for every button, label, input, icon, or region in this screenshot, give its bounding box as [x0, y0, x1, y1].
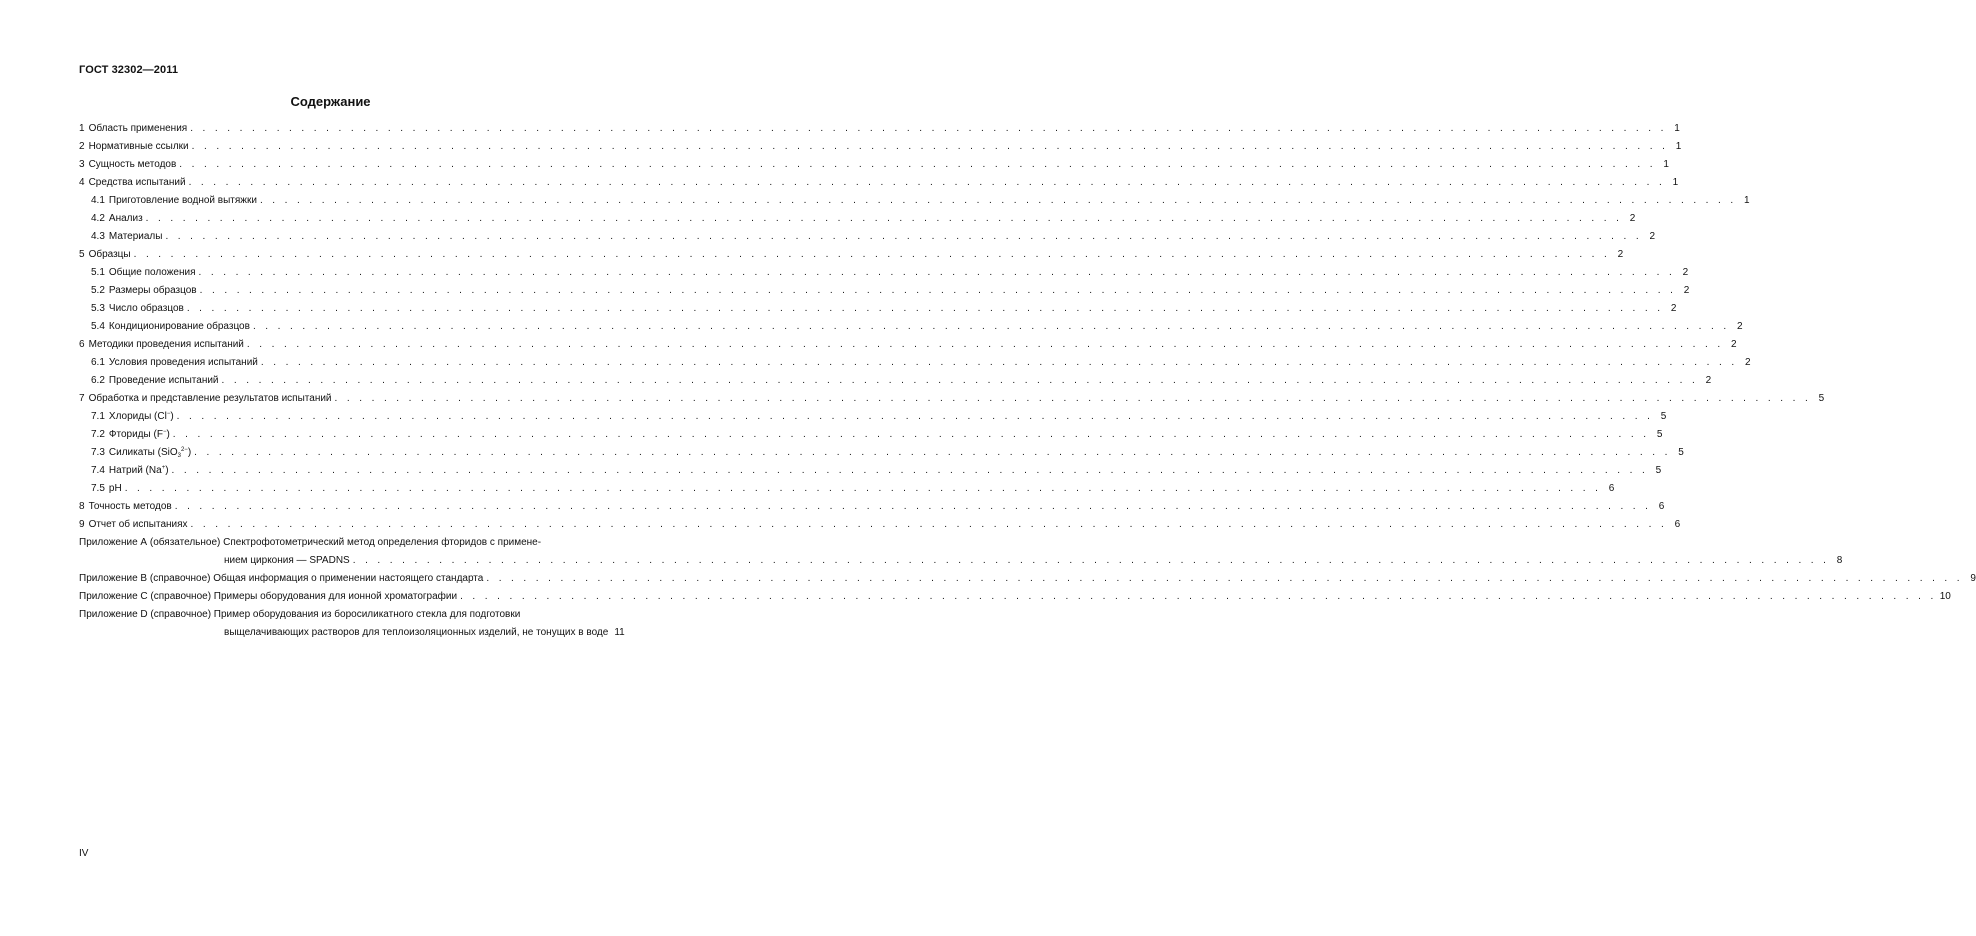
- toc-entry-text-tail: ): [170, 411, 174, 422]
- toc-entry[interactable]: [79, 318, 1743, 336]
- dot-leader: . . . . . . . . . . . . . . . . . . . . . . . . . . . . . . . . . . . . . . . . . . . . . . . . . . . . . . . . . . . . . . . . . . . . . . . . . . . . . . . . . . . . . . . . . . . . . . . . . . . . . . . . . . . . . . . . . . . . . . . .: [172, 429, 1650, 440]
- toc-entry-number: 2: [79, 141, 85, 152]
- toc-entry-number: 6: [79, 339, 85, 350]
- toc-entry[interactable]: [79, 624, 625, 642]
- toc-entry[interactable]: [79, 264, 1689, 282]
- toc-entry-text: Натрий (Na: [108, 465, 162, 476]
- toc-entry-page: 2: [1649, 231, 1656, 242]
- toc-entry-label: [79, 588, 457, 606]
- toc-entry-label: [79, 516, 188, 534]
- toc-entry-text: Размеры образцов: [108, 285, 197, 296]
- toc-entry-page: 5: [1656, 429, 1663, 440]
- toc-entry-text: Приложение В (справочное) Общая информация о применении настоящего стандарта: [79, 573, 484, 584]
- toc-entry[interactable]: [79, 516, 1681, 534]
- dot-leader: . . . . . . . . . . . . . . . . . . . . . . . . . . . . . . . . . . . . . . . . . . . . . . . . . . . . . . . . . . . . . . . . . . . . . . . . . . . . . . . . . . . . . . . . . . . . . . . . . . . . . . . . . . . . . . . . . . . . . . . .: [194, 447, 1671, 458]
- toc-entry-text: Хлориды (Cl: [108, 411, 167, 422]
- toc-entry[interactable]: [79, 210, 1636, 228]
- toc-entry-number: 6.2: [91, 375, 105, 386]
- toc-entry-text: Приложение С (справочное) Примеры оборудования для ионной хроматографии: [79, 591, 458, 602]
- toc-entry-text: Проведение испытаний: [108, 375, 219, 386]
- toc-entry-label: [79, 426, 170, 444]
- toc-entry-text: Методики проведения испытаний: [88, 339, 244, 350]
- toc-entry-label: [79, 408, 174, 426]
- toc-entry-page: 5: [1655, 465, 1662, 476]
- toc-entry[interactable]: [79, 282, 1690, 300]
- toc-entry-number: 9: [79, 519, 85, 530]
- dot-leader: . . . . . . . . . . . . . . . . . . . . . . . . . . . . . . . . . . . . . . . . . . . . . . . . . . . . . . . . . . . . . . . . . . . . . . . . . . . . . . . . . . . . . . . . . . . . . . . . . . . . . . . . . . . . . . . . . . . . . . . .: [252, 321, 1730, 332]
- toc-entry[interactable]: [79, 246, 1624, 264]
- toc-entry-text: выщелачивающих растворов для теплоизоляционных изделий, не тонущих в воде: [224, 627, 609, 638]
- subscript: 3: [177, 453, 181, 459]
- toc-entry-number: 5.4: [91, 321, 105, 332]
- superscript: −: [166, 411, 171, 417]
- toc-entry-page: 5: [1660, 411, 1667, 422]
- toc-entry-label: [79, 570, 483, 588]
- toc-entry-page: 2: [1730, 339, 1737, 350]
- toc-entry[interactable]: [79, 426, 1663, 444]
- toc-entry-page: 6: [1608, 483, 1615, 494]
- toc-entry-page: 2: [1629, 213, 1636, 224]
- toc-entry-label: [79, 390, 332, 408]
- toc-entry-text-tail: ): [165, 465, 169, 476]
- dot-leader: . . . . . . . . . . . . . . . . . . . . . . . . . . . . . . . . . . . . . . . . . . . . . . . . . . . . . . . . . . . . . . . . . . . . . . . . . . . . . . . . . . . . . . . . . . . . . . . . . . . . . . . . . . . . . . . . . . . . . . . .: [188, 177, 1666, 188]
- toc-entry-label: [79, 264, 196, 282]
- toc-entry[interactable]: [79, 498, 1665, 516]
- toc-entry[interactable]: [79, 174, 1679, 192]
- toc-entry-label: [79, 156, 176, 174]
- toc-entry-text: pH: [108, 483, 122, 494]
- toc-entry-label: [79, 282, 197, 300]
- toc-entry-page: 8: [1836, 555, 1843, 566]
- toc-title: Содержание: [290, 94, 371, 109]
- superscript: +: [161, 465, 166, 471]
- toc-entry-number: 7.2: [91, 429, 105, 440]
- dot-leader: . . . . . . . . . . . . . . . . . . . . . . . . . . . . . . . . . . . . . . . . . . . . . . . . . . . . . . . . . . . . . . . . . . . . . . . . . . . . . . . . . . . . . . . . . . . . . . . . . . . . . . . . . . . . . . . . . . . . . . . .: [124, 483, 1602, 494]
- toc-entry-number: 8: [79, 501, 85, 512]
- dot-leader: . . . . . . . . . . . . . . . . . . . . . . . . . . . . . . . . . . . . . . . . . . . . . . . . . . . . . . . . . . . . . . . . . . . . . . . . . . . . . . . . . . . . . . . . . . . . . . . . . . . . . . . . . . . . . . . . . . . . . . . .: [260, 357, 1738, 368]
- dot-leader: . . . . . . . . . . . . . . . . . . . . . . . . . . . . . . . . . . . . . . . . . . . . . . . . . . . . . . . . . . . . . . . . . . . . . . . . . . . . . . . . . . . . . . . . . . . . . . . . . . . . . . . . . . . . . . . . . . . . . . . .: [198, 267, 1676, 278]
- dot-leader: . . . . . . . . . . . . . . . . . . . . . . . . . . . . . . . . . . . . . . . . . . . . . . . . . . . . . . . . . . . . . . . . . . . . . . . . . . . . . . . . . . . . . . . . . . . . . . . . . . . . . . . . . . . . . . . . . . . . . . . .: [190, 123, 1667, 134]
- toc-entry-number: 5.1: [91, 267, 105, 278]
- toc-entry-number: 4.2: [91, 213, 105, 224]
- toc-entry-label: [79, 606, 520, 624]
- toc-entry-page: 2: [1737, 321, 1743, 332]
- toc-entry-number: 5: [79, 249, 85, 260]
- dot-leader: . . . . . . . . . . . . . . . . . . . . . . . . . . . . . . . . . . . . . . . . . . . . . . . . . . . . . . . . . . . . . . . . . . . . . . . . . . . . . . . . . . . . . . . . . . . . . . . . . . . . . . . . . . . . . . . . . . . . . . . .: [190, 519, 1668, 530]
- toc-entry[interactable]: [79, 588, 1951, 606]
- toc-entry-page: 2: [1670, 303, 1677, 314]
- toc-entry-page: 6: [1674, 519, 1681, 530]
- toc-entry-label: [79, 498, 172, 516]
- toc-entry-text: Нормативные ссылки: [88, 141, 189, 152]
- toc-entry-number: 4.1: [91, 195, 105, 206]
- toc-entry[interactable]: [79, 552, 1843, 570]
- toc-entry[interactable]: [79, 534, 614, 552]
- dot-leader: . . . . . . . . . . . . . . . . . . . . . . . . . . . . . . . . . . . . . . . . . . . . . . . . . . . . . . . . . . . . . . . . . . . . . . . . . . . . . . . . . . . . . . . . . . . . . . . . . . . . . . . . . . . . . . . . . . . . . . . .: [176, 411, 1654, 422]
- toc-entry-page: 5: [1678, 447, 1684, 458]
- toc-entry-number: 6.1: [91, 357, 105, 368]
- toc-entry[interactable]: [79, 408, 1667, 426]
- dot-leader: . . . . . . . . . . . . . . . . . . . . . . . . . . . . . . . . . . . . . . . . . . . . . . . . . . . . . . . . . . . . . . . . . . . . . . . . . . . . . . . . . . . . . . . . . . . . . . . . . . . . . . . . . . . . . . . . . . . . . . . .: [221, 375, 1699, 386]
- toc-entry-text: Приложение D (справочное) Пример оборудования из боросиликатного стекла для подготовки: [79, 609, 521, 620]
- toc-entry[interactable]: [79, 192, 1750, 210]
- toc-entry[interactable]: [79, 138, 1682, 156]
- dot-leader: . . . . . . . . . . . . . . . . . . . . . . . . . . . . . . . . . . . . . . . . . . . . . . . . . . . . . . . . . . . . . . . . . . . . . . . . . . . . . . . . . . . . . . . . . . . . . . . . . . . . . . . . . . . . . . . . . . . . . . . .: [486, 573, 1963, 584]
- toc-entry-text: Средства испытаний: [88, 177, 186, 188]
- toc-entry-number: 5.2: [91, 285, 105, 296]
- toc-entry[interactable]: [79, 606, 614, 624]
- toc-entry-number: 7: [79, 393, 85, 404]
- toc-entry-label: [79, 300, 184, 318]
- toc-entry-label: [79, 444, 191, 462]
- page-number: IV: [79, 848, 89, 859]
- toc-entry-text: Фториды (F: [108, 429, 163, 440]
- toc-entry-label: [79, 318, 250, 336]
- toc-entry-page: 2: [1705, 375, 1712, 386]
- toc-entry-text: нием циркония — SPADNS: [224, 555, 350, 566]
- toc-entry-text-tail: ): [166, 429, 170, 440]
- dot-leader: . . . . . . . . . . . . . . . . . . . . . . . . . . . . . . . . . . . . . . . . . . . . . . . . . . . . . . . . . . . . . . . . . . . . . . . . . . . . . . . . . . . . . . . . . . . . . . . . . . . . . . . . . . . . . . . . . . . . . . . .: [145, 213, 1623, 224]
- dot-leader: . . . . . . . . . . . . . . . . . . . . . . . . . . . . . . . . . . . . . . . . . . . . . . . . . . . . . . . . . . . . . . . . . . . . . . . . . . . . . . . . . . . . . . . . . . . . . . . . . . . . . . . . . . . . . . . . . . . . . . . .: [352, 555, 1830, 566]
- dot-leader: . . . . . . . . . . . . . . . . . . . . . . . . . . . . . . . . . . . . . . . . . . . . . . . . . . . . . . . . . . . . . . . . . . . . . . . . . . . . . . . . . . . . . . . . . . . . . . . . . . . . . . . . . . . . . . . . . . . . . . . .: [246, 339, 1724, 350]
- toc-entry-text: Число образцов: [108, 303, 184, 314]
- toc-entry-label: [79, 228, 162, 246]
- toc-entry[interactable]: [79, 300, 1677, 318]
- toc-entry[interactable]: [79, 354, 1751, 372]
- toc-entry-label: [79, 336, 244, 354]
- toc-entry-label: [79, 354, 258, 372]
- toc-entry-page: 10: [1939, 591, 1951, 602]
- toc-entry[interactable]: [79, 444, 1684, 462]
- toc-entry-number: 4: [79, 177, 85, 188]
- toc-entry[interactable]: [79, 390, 1825, 408]
- document-code: ГОСТ 32302—2011: [79, 64, 179, 76]
- toc-entry-text: Приложение А (обязательное) Спектрофотометрический метод определения фторидов с примене-: [79, 537, 542, 548]
- dot-leader: . . . . . . . . . . . . . . . . . . . . . . . . . . . . . . . . . . . . . . . . . . . . . . . . . . . . . . . . . . . . . . . . . . . . . . . . . . . . . . . . . . . . . . . . . . . . . . . . . . . . . . . . . . . . . . . . . . . . . . . .: [171, 465, 1649, 476]
- toc-entry-page: 2: [1744, 357, 1751, 368]
- toc-entry-label: [79, 480, 122, 498]
- toc-entry-text: Условия проведения испытаний: [108, 357, 258, 368]
- dot-leader: . . . . . . . . . . . . . . . . . . . . . . . . . . . . . . . . . . . . . . . . . . . . . . . . . . . . . . . . . . . . . . . . . . . . . . . . . . . . . . . . . . . . . . . . . . . . . . . . . . . . . . . . . . . . . . . . . . . . . . . .: [133, 249, 1611, 260]
- dot-leader: . . . . . . . . . . . . . . . . . . . . . . . . . . . . . . . . . . . . . . . . . . . . . . . . . . . . . . . . . . . . . . . . . . . . . . . . . . . . . . . . . . . . . . . . . . . . . . . . . . . . . . . . . . . . . . . . . . . . . . . .: [334, 393, 1812, 404]
- toc-entry-page: 1: [1672, 177, 1679, 188]
- toc-entry[interactable]: [79, 372, 1712, 390]
- toc-entry-label: [79, 372, 219, 390]
- toc-entry-text: Общие положения: [108, 267, 196, 278]
- toc-entry-label: [79, 534, 541, 552]
- toc-entry-text: Обработка и представление результатов испытаний: [88, 393, 332, 404]
- toc-entry-label: [79, 462, 169, 480]
- toc-entry-page: 11: [614, 627, 625, 638]
- toc-entry[interactable]: [79, 156, 1669, 174]
- toc-entry-page: 1: [1663, 159, 1669, 170]
- toc-entry-text: Кондиционирование образцов: [108, 321, 250, 332]
- toc-entry-number: 7.1: [91, 411, 105, 422]
- toc-entry-number: 3: [79, 159, 85, 170]
- toc-entry-page: 2: [1617, 249, 1624, 260]
- toc-entry-page: 9: [1970, 573, 1976, 584]
- toc-entry-text: Отчет об испытаниях: [88, 519, 188, 530]
- toc-entry-label: [79, 120, 187, 138]
- toc-entry-number: 5.3: [91, 303, 105, 314]
- toc-entry-number: 7.4: [91, 465, 105, 476]
- toc-entry-text: Силикаты (SiO: [108, 447, 178, 458]
- toc-entry-number: 4.3: [91, 231, 105, 242]
- toc-entry-number: 1: [79, 123, 85, 134]
- dot-leader: . . . . . . . . . . . . . . . . . . . . . . . . . . . . . . . . . . . . . . . . . . . . . . . . . . . . . . . . . . . . . . . . . . . . . . . . . . . . . . . . . . . . . . . . . . . . . . . . . . . . . . . . . . . . . . . . . . . . . . . .: [199, 285, 1677, 296]
- dot-leader: . . . . . . . . . . . . . . . . . . . . . . . . . . . . . . . . . . . . . . . . . . . . . . . . . . . . . . . . . . . . . . . . . . . . . . . . . . . . . . . . . . . . . . . . . . . . . . . . . . . . . . . . . . . . . . . . . . . . . . . .: [179, 159, 1656, 170]
- toc-entry-page: 1: [1744, 195, 1750, 206]
- dot-leader: . . . . . . . . . . . . . . . . . . . . . . . . . . . . . . . . . . . . . . . . . . . . . . . . . . . . . . . . . . . . . . . . . . . . . . . . . . . . . . . . . . . . . . . . . . . . . . . . . . . . . . . . . . . . . . . . . . . . . . . .: [165, 231, 1643, 242]
- toc-entry-page: 1: [1674, 123, 1680, 134]
- toc-entry-label: [224, 552, 350, 570]
- toc-entry-page: 2: [1683, 285, 1690, 296]
- superscript: 2−: [180, 447, 188, 453]
- toc-entry-number: 7.3: [91, 447, 105, 458]
- toc-entry[interactable]: [79, 120, 1680, 138]
- dot-leader: . . . . . . . . . . . . . . . . . . . . . . . . . . . . . . . . . . . . . . . . . . . . . . . . . . . . . . . . . . . . . . . . . . . . . . . . . . . . . . . . . . . . . . . . . . . . . . . . . . . . . . . . . . . . . . . . . . . . . . . .: [460, 591, 1937, 602]
- toc-entry-page: 2: [1682, 267, 1689, 278]
- toc-entry-text-tail: ): [187, 447, 192, 458]
- toc-entry-label: [79, 210, 143, 228]
- toc-entry[interactable]: [79, 228, 1656, 246]
- toc-entry-text: Анализ: [108, 213, 143, 224]
- toc-entry-page: 5: [1818, 393, 1825, 404]
- toc-entry-label: [79, 138, 189, 156]
- toc-entry[interactable]: [79, 480, 1615, 498]
- toc-entry-text: Область применения: [88, 123, 188, 134]
- toc-entry-text: Сущность методов: [88, 159, 177, 170]
- toc-entry[interactable]: [79, 336, 1737, 354]
- toc-entry-text: Точность методов: [88, 501, 172, 512]
- toc-entry[interactable]: [79, 570, 1976, 588]
- toc-entry-text: Приготовление водной вытяжки: [108, 195, 257, 206]
- toc-entry-text: Материалы: [108, 231, 163, 242]
- dot-leader: . . . . . . . . . . . . . . . . . . . . . . . . . . . . . . . . . . . . . . . . . . . . . . . . . . . . . . . . . . . . . . . . . . . . . . . . . . . . . . . . . . . . . . . . . . . . . . . . . . . . . . . . . . . . . . . . . . . . . . . .: [191, 141, 1669, 152]
- superscript: −: [162, 429, 167, 435]
- toc-entry-label: [79, 174, 186, 192]
- toc-entry-number: 7.5: [91, 483, 105, 494]
- dot-leader: . . . . . . . . . . . . . . . . . . . . . . . . . . . . . . . . . . . . . . . . . . . . . . . . . . . . . . . . . . . . . . . . . . . . . . . . . . . . . . . . . . . . . . . . . . . . . . . . . . . . . . . . . . . . . . . . . . . . . . . .: [174, 501, 1652, 512]
- toc-entry-label: [224, 624, 608, 642]
- toc-entry-page: 1: [1675, 141, 1682, 152]
- toc-entry-text: Образцы: [88, 249, 131, 260]
- toc-entry-page: 6: [1658, 501, 1665, 512]
- toc-entry-label: [79, 192, 257, 210]
- toc-entry[interactable]: [79, 462, 1662, 480]
- dot-leader: . . . . . . . . . . . . . . . . . . . . . . . . . . . . . . . . . . . . . . . . . . . . . . . . . . . . . . . . . . . . . . . . . . . . . . . . . . . . . . . . . . . . . . . . . . . . . . . . . . . . . . . . . . . . . . . . . . . . . . . .: [259, 195, 1737, 206]
- dot-leader: . . . . . . . . . . . . . . . . . . . . . . . . . . . . . . . . . . . . . . . . . . . . . . . . . . . . . . . . . . . . . . . . . . . . . . . . . . . . . . . . . . . . . . . . . . . . . . . . . . . . . . . . . . . . . . . . . . . . . . . .: [186, 303, 1664, 314]
- table-of-contents: [79, 120, 1976, 642]
- toc-entry-label: [79, 246, 131, 264]
